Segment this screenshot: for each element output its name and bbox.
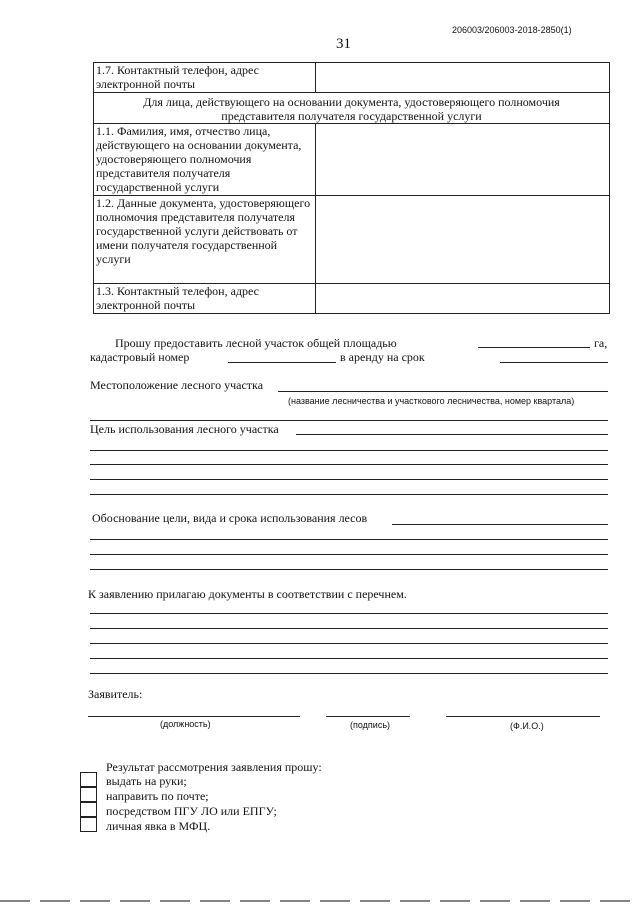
option-label: посредством ПГУ ЛО или ЕПГУ;	[106, 804, 277, 818]
cadastral-number-label: кадастровый номер	[90, 350, 190, 364]
signature-field[interactable]	[326, 716, 410, 717]
attachments-line[interactable]	[90, 658, 608, 659]
attachments-line[interactable]	[90, 673, 608, 674]
applicant-label: Заявитель:	[88, 687, 143, 701]
justification-label: Обоснование цели, вида и срока использования лесов	[92, 511, 368, 525]
justification-line[interactable]	[90, 569, 608, 570]
row-1-1-label: 1.1. Фамилия, имя, отчество лица, действующего на основании документа, удостоверяющего полномочия представителя получателя государственной услуги	[94, 124, 316, 196]
document-number: 206003/206003-2018-2850(1)	[452, 25, 572, 35]
attachments-label: К заявлению прилагаю документы в соответствии с перечнем.	[88, 587, 407, 601]
row-1-3-value[interactable]	[316, 284, 610, 314]
attachments-line[interactable]	[90, 613, 608, 614]
area-field[interactable]	[478, 347, 590, 348]
purpose-line[interactable]	[90, 494, 608, 495]
justification-field[interactable]	[392, 524, 608, 525]
request-area-text: Прошу предоставить лесной участок общей площадью	[115, 336, 397, 350]
hectare-unit: га,	[594, 336, 608, 350]
representative-section-title: Для лица, действующего на основании документа, удостоверяющего полномочия представителя получателя государственной услуги	[94, 93, 610, 124]
page-number: 31	[336, 36, 351, 52]
purpose-line[interactable]	[90, 464, 608, 465]
row-1-7-label: 1.7. Контактный телефон, адрес электронной почты	[94, 63, 316, 93]
position-hint: (должность)	[160, 719, 211, 729]
location-label: Местоположение лесного участка	[90, 378, 264, 392]
lease-term-field[interactable]	[500, 362, 608, 363]
lease-term-label: в аренду на срок	[340, 350, 425, 364]
attachments-line[interactable]	[90, 628, 608, 629]
purpose-line[interactable]	[90, 479, 608, 480]
option-label: выдать на руки;	[106, 774, 187, 788]
option-label: личная явка в МФЦ.	[106, 819, 211, 833]
location-hint: (название лесничества и участкового лесничества, номер квартала)	[288, 396, 575, 406]
cadastral-number-field[interactable]	[228, 362, 336, 363]
row-1-1-value[interactable]	[316, 124, 610, 196]
full-name-hint: (Ф.И.О.)	[510, 721, 544, 731]
row-1-2-label: 1.2. Данные документа, удостоверяющего полномочия представителя получателя государственной услуги действовать от имени получателя государственной услуги	[94, 196, 316, 284]
signature-hint: (подпись)	[350, 720, 391, 730]
row-1-7-value[interactable]	[316, 63, 610, 93]
option-checkbox-post[interactable]	[80, 787, 97, 802]
location-field[interactable]	[278, 391, 608, 392]
purpose-line[interactable]	[90, 450, 608, 451]
purpose-label: Цель использования лесного участка	[90, 422, 279, 436]
attachments-line[interactable]	[90, 643, 608, 644]
justification-line[interactable]	[90, 554, 608, 555]
result-label: Результат рассмотрения заявления прошу:	[106, 760, 322, 774]
row-1-2-value[interactable]	[316, 196, 610, 284]
position-field[interactable]	[88, 716, 300, 717]
option-checkbox-mfc[interactable]	[80, 817, 97, 832]
purpose-field[interactable]	[296, 434, 608, 435]
justification-line[interactable]	[90, 539, 608, 540]
option-checkbox-portal[interactable]	[80, 802, 97, 817]
option-label: направить по почте;	[106, 789, 209, 803]
applicant-representative-table	[93, 62, 610, 314]
scan-edge-divider	[0, 900, 640, 902]
location-field-2[interactable]	[90, 420, 608, 421]
row-1-3-label: 1.3. Контактный телефон, адрес электронной почты	[94, 284, 316, 314]
option-checkbox-in-person[interactable]	[80, 772, 97, 787]
full-name-field[interactable]	[446, 716, 600, 717]
